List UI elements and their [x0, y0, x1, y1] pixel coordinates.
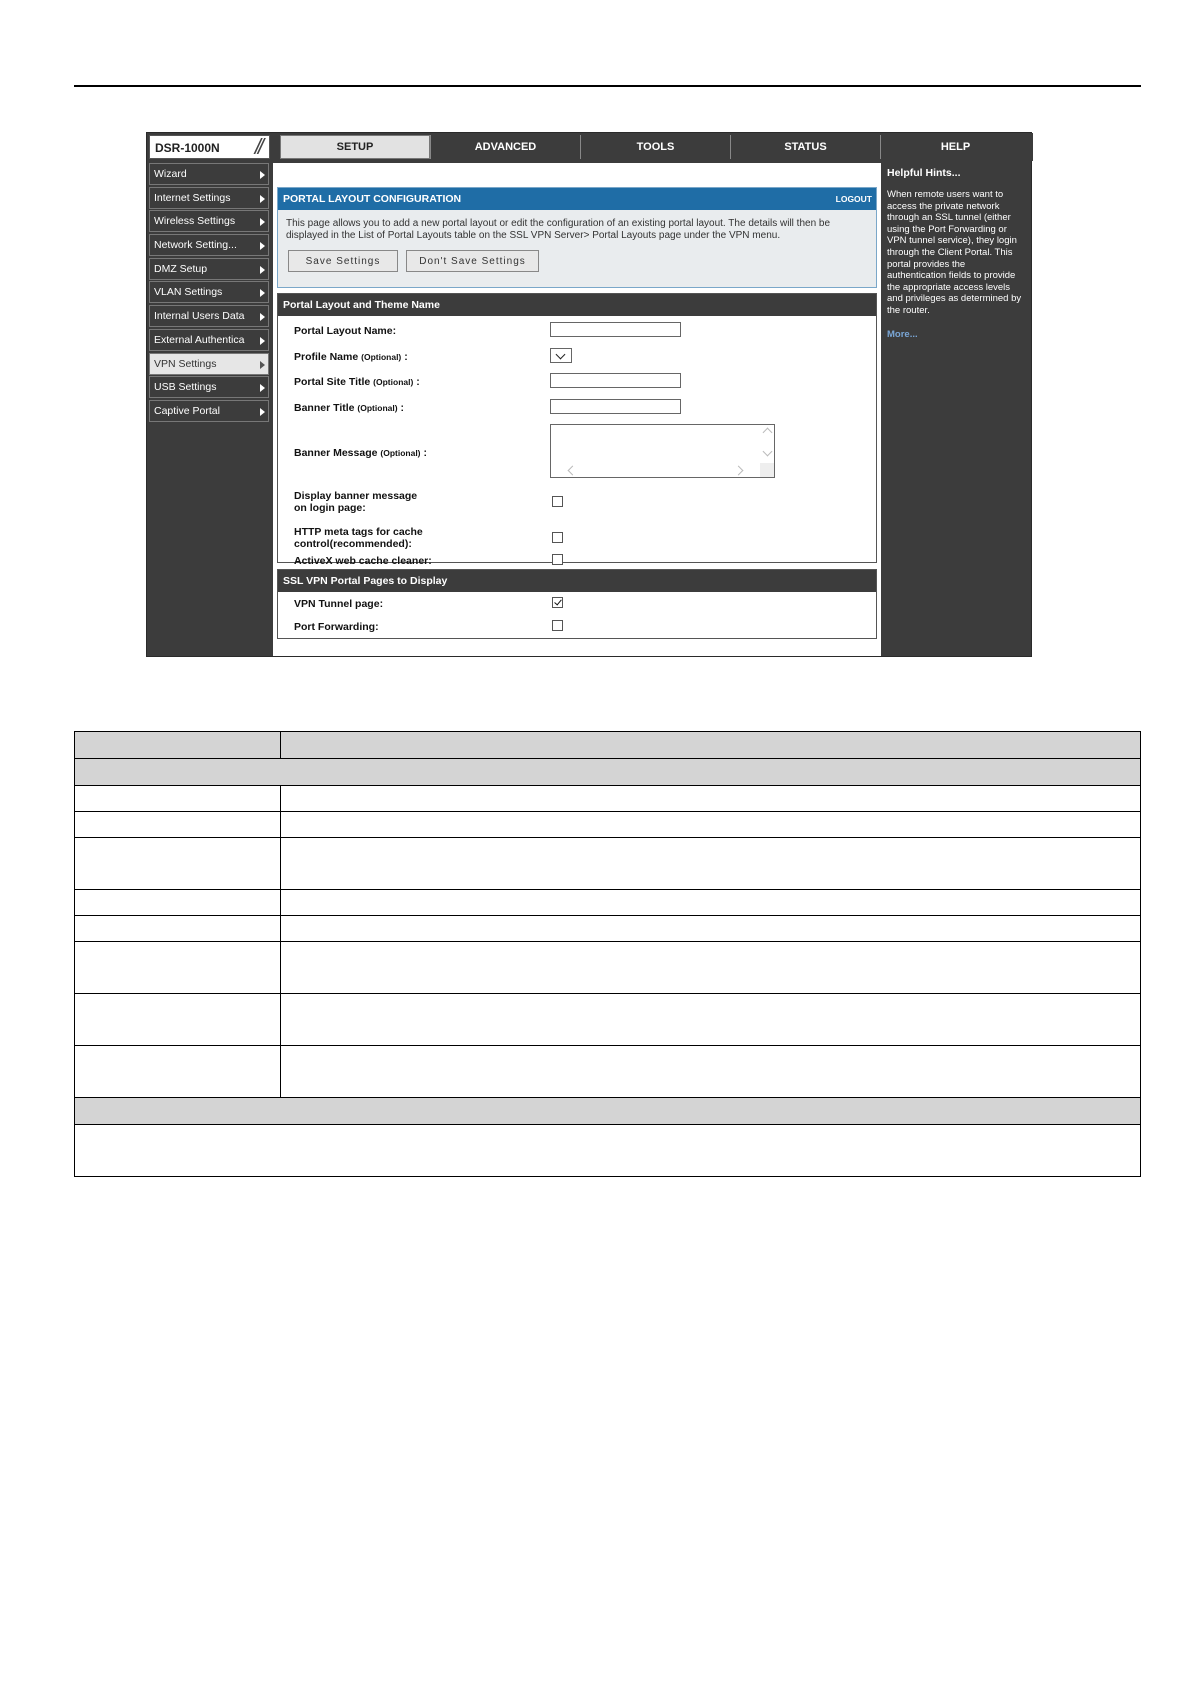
help-panel [883, 163, 1029, 656]
tab-help[interactable]: HELP [880, 135, 1030, 159]
caret-right-icon [260, 313, 265, 321]
caret-right-icon [260, 289, 265, 297]
table-row [75, 994, 1141, 1046]
portal-layout-name-label: Portal Layout Name: [294, 325, 397, 337]
label-line: Display banner message [294, 490, 418, 502]
sidebar-item-label: USB Settings [154, 381, 217, 394]
table-cell [75, 942, 281, 994]
tab-tools[interactable]: TOOLS [580, 135, 730, 159]
table-cell [281, 1046, 1141, 1098]
banner-title-input[interactable] [550, 399, 681, 414]
config-header-panel [277, 187, 877, 288]
table-cell [281, 786, 1141, 812]
vpn-tunnel-page-label: VPN Tunnel page: [294, 598, 384, 610]
table-row [75, 916, 1141, 942]
profile-name-label [294, 351, 408, 363]
table-row [75, 1046, 1141, 1098]
table-cell [281, 942, 1141, 994]
section-title: SSL VPN Portal Pages to Display [278, 570, 876, 592]
sidebar-menu [149, 163, 269, 424]
portal-pages-section [277, 569, 877, 639]
table-cell [75, 890, 281, 916]
field-description-table [74, 731, 1141, 1177]
brand-logo [149, 135, 270, 159]
table-row [75, 942, 1141, 994]
caret-right-icon [260, 337, 265, 345]
sidebar-item-label: Internet Settings [154, 191, 231, 204]
table-cell [75, 732, 281, 759]
table-cell [281, 812, 1141, 838]
resize-handle[interactable] [760, 463, 774, 477]
http-meta-tags-label [294, 526, 423, 550]
caret-right-icon [260, 408, 265, 416]
banner-message-label [294, 447, 427, 459]
sidebar-item-usb-settings[interactable] [149, 376, 269, 398]
brand-slash-icon: // [254, 134, 261, 159]
help-title: Helpful Hints... [887, 167, 961, 179]
table-row [75, 890, 1141, 916]
portal-site-title-label [294, 376, 420, 388]
table-cell [75, 1046, 281, 1098]
table-cell [281, 890, 1141, 916]
label-text: Banner Title [294, 402, 355, 414]
checkmark-icon [554, 598, 562, 606]
portal-site-title-input[interactable] [550, 373, 681, 388]
label-colon: : [423, 447, 427, 459]
caret-right-icon [260, 242, 265, 250]
tab-advanced[interactable]: ADVANCED [430, 135, 580, 159]
sidebar-item-network-setting[interactable] [149, 234, 269, 256]
router-ui-screenshot [146, 132, 1032, 657]
table-section-row [75, 759, 1141, 786]
table-row [75, 812, 1141, 838]
sidebar-item-label: VPN Settings [154, 357, 217, 370]
sidebar-item-vlan-settings[interactable] [149, 281, 269, 303]
help-body: When remote users want to access the private network through an SSL tunnel (either using the Port Forwarding or VPN tunnel service), they login through the Client Portal. This portal provides the authentication fields to provide the appropriate access levels and privileges as determined by the router. [887, 189, 1022, 316]
label-text: Profile Name [294, 351, 359, 363]
tab-setup[interactable]: SETUP [280, 135, 430, 159]
table-cell [75, 759, 1141, 786]
sidebar-item-external-authentication[interactable] [149, 329, 269, 351]
label-colon: : [400, 402, 404, 414]
sidebar-item-internet-settings[interactable] [149, 187, 269, 209]
optional-tag: (Optional) [380, 448, 421, 458]
label-line: HTTP meta tags for cache [294, 526, 423, 538]
table-cell [75, 994, 281, 1046]
banner-message-textarea[interactable] [550, 424, 775, 478]
table-row [75, 1125, 1141, 1177]
dont-save-settings-button[interactable]: Don't Save Settings [406, 250, 539, 272]
label-line: control(recommended): [294, 538, 412, 550]
sidebar-item-label: Internal Users Data [154, 310, 245, 323]
activex-cleaner-label: ActiveX web cache cleaner: [294, 555, 432, 567]
caret-right-icon [260, 266, 265, 274]
port-forwarding-checkbox[interactable] [552, 620, 563, 631]
sidebar-item-label: Wireless Settings [154, 215, 236, 228]
sidebar-item-label: Network Setting... [154, 239, 237, 252]
activex-cleaner-checkbox[interactable] [552, 554, 563, 565]
sidebar-item-label: Wizard [154, 168, 187, 180]
portal-layout-name-input[interactable] [550, 322, 681, 337]
label-text: Banner Message [294, 447, 378, 459]
optional-tag: (Optional) [373, 377, 414, 387]
panel-title: PORTAL LAYOUT CONFIGURATION [283, 193, 462, 205]
caret-right-icon [260, 384, 265, 392]
table-header-row [75, 732, 1141, 759]
display-banner-label [294, 490, 417, 514]
page-top-rule [74, 85, 1141, 87]
sidebar-item-wizard[interactable] [149, 163, 269, 185]
profile-name-select[interactable] [550, 348, 572, 363]
vpn-tunnel-page-checkbox[interactable] [552, 597, 563, 608]
save-settings-button[interactable]: Save Settings [288, 250, 398, 272]
section-title: Portal Layout and Theme Name [278, 294, 876, 316]
caret-right-icon [260, 361, 265, 369]
sidebar-item-label: External Authentica [154, 333, 245, 346]
port-forwarding-label: Port Forwarding: [294, 621, 379, 633]
table-row [75, 786, 1141, 812]
scroll-down-icon[interactable] [763, 447, 773, 457]
chevron-down-icon [556, 350, 566, 360]
label-text: Portal Site Title [294, 376, 371, 388]
table-cell [75, 812, 281, 838]
main-content [273, 163, 881, 656]
brand-name: DSR-1000N [155, 141, 220, 155]
table-cell [75, 838, 281, 890]
sidebar-item-wireless-settings[interactable] [149, 210, 269, 232]
panel-intro-text: This page allows you to add a new portal layout or edit the configuration of an existing portal layout. The details will then be displayed in the List of Portal Layouts table on the SSL VPN Server> Portal Layouts page under the VPN menu. [286, 218, 831, 241]
sidebar-item-dmz-setup[interactable] [149, 258, 269, 280]
optional-tag: (Optional) [357, 403, 398, 413]
table-cell [75, 1098, 1141, 1125]
help-more-link[interactable]: More... [887, 328, 918, 340]
tab-status[interactable]: STATUS [730, 135, 880, 159]
display-banner-checkbox[interactable] [552, 496, 563, 507]
http-meta-tags-checkbox[interactable] [552, 532, 563, 543]
sidebar-item-vpn-settings[interactable] [149, 353, 269, 375]
caret-right-icon [260, 171, 265, 179]
table-cell [75, 786, 281, 812]
optional-tag: (Optional) [361, 352, 402, 362]
sidebar-item-label: VLAN Settings [154, 286, 223, 299]
table-cell [281, 994, 1141, 1046]
scroll-left-icon[interactable] [568, 466, 578, 476]
table-cell [75, 916, 281, 942]
action-buttons [288, 250, 539, 272]
table-cell [281, 916, 1141, 942]
scroll-up-icon[interactable] [763, 428, 773, 438]
sidebar-item-captive-portal[interactable] [149, 400, 269, 422]
layout-theme-section [277, 293, 877, 567]
sidebar-item-internal-users-data[interactable] [149, 305, 269, 327]
banner-title-label [294, 402, 404, 414]
sidebar-item-label: Captive Portal [154, 404, 220, 417]
table-row [75, 838, 1141, 890]
table-cell [281, 732, 1141, 759]
table-section-row [75, 1098, 1141, 1125]
logout-link[interactable]: LOGOUT [835, 194, 872, 204]
table-cell [281, 838, 1141, 890]
scroll-right-icon[interactable] [734, 466, 744, 476]
panel-title-bar [278, 188, 876, 210]
table-cell [75, 1125, 1141, 1177]
caret-right-icon [260, 218, 265, 226]
label-colon: : [416, 376, 420, 388]
top-navigation [147, 133, 1033, 161]
sidebar-item-label: DMZ Setup [154, 262, 208, 275]
label-line: on login page: [294, 502, 366, 514]
caret-right-icon [260, 195, 265, 203]
main-tabs [280, 135, 1031, 159]
label-colon: : [404, 351, 408, 363]
